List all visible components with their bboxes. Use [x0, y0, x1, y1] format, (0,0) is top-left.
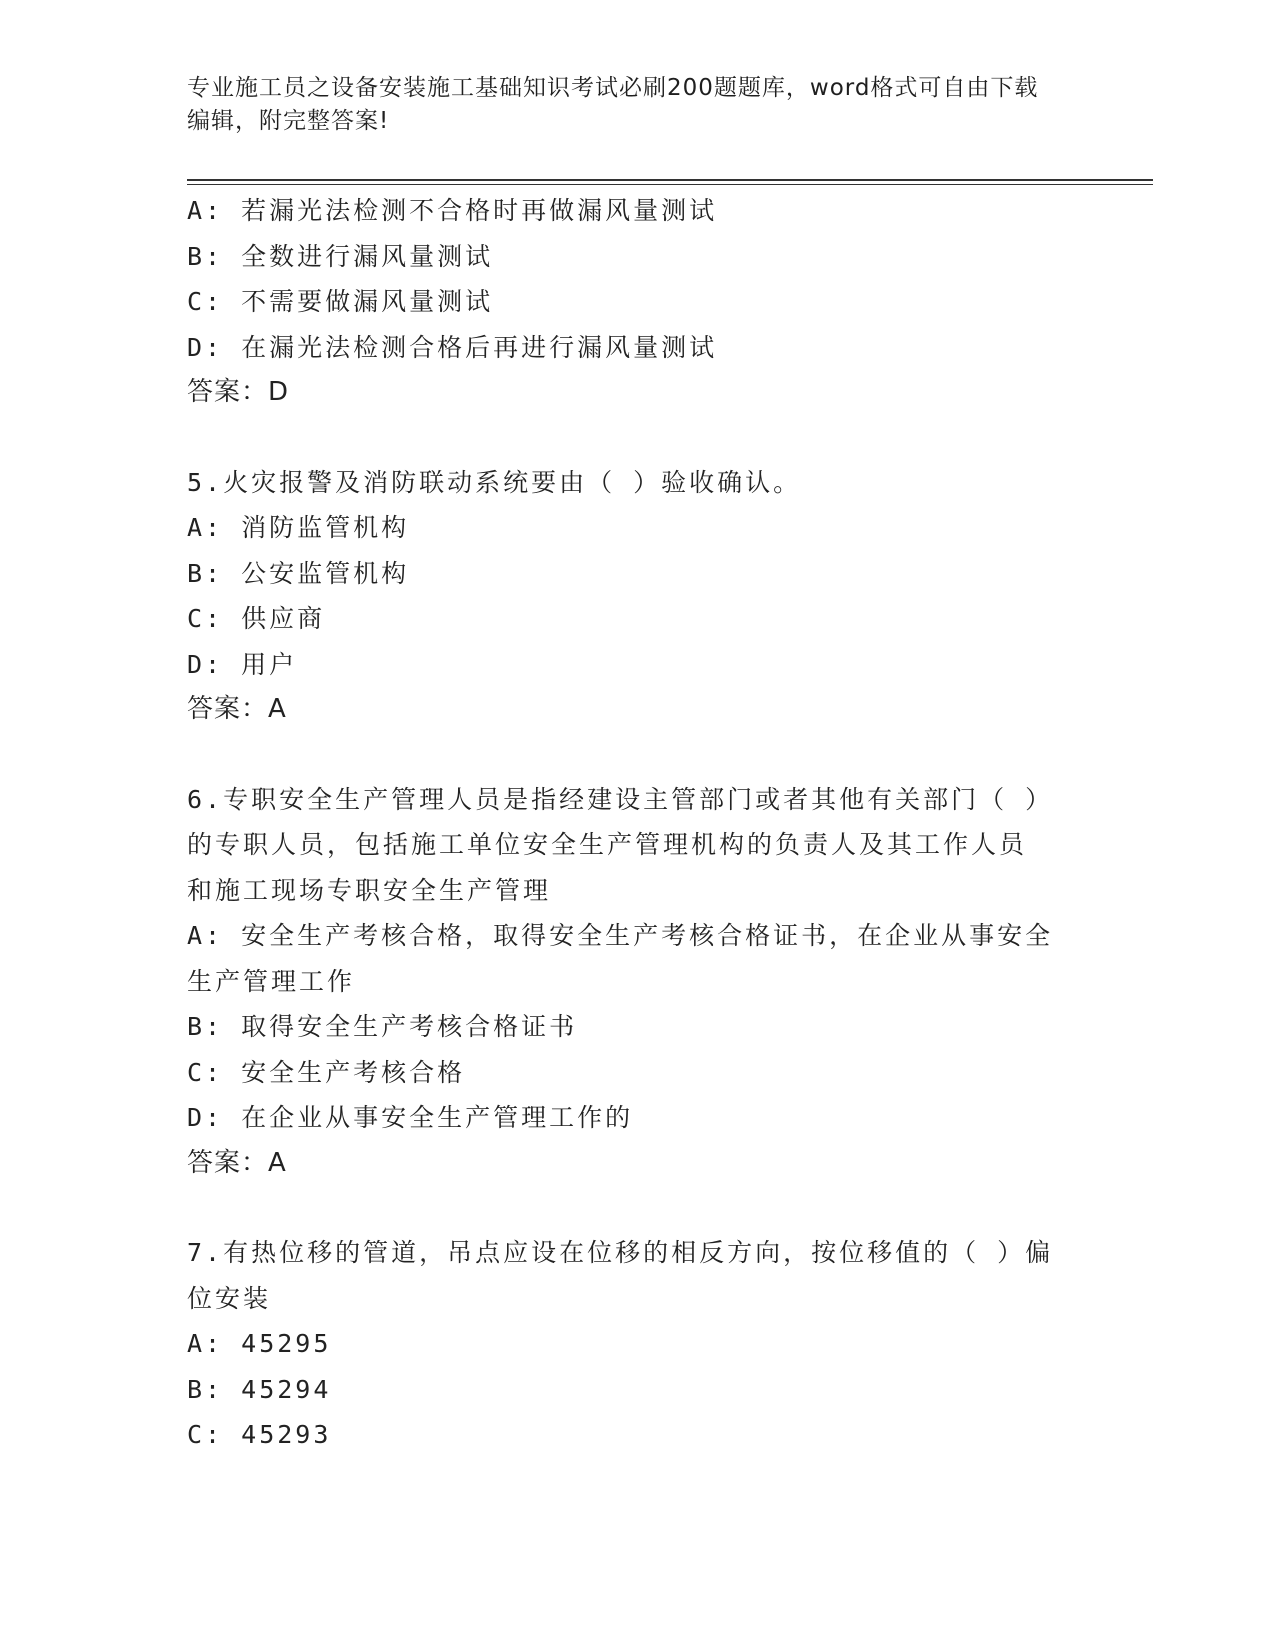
q6-answer: 答案：A — [187, 1147, 287, 1178]
document-header — [187, 72, 1087, 138]
q6-option-a-line-2: 生产管理工作 — [187, 966, 356, 996]
question-list — [187, 188, 1087, 1458]
q4-option-a: A: 若漏光法检测不合格时再做漏风量测试 — [187, 196, 718, 225]
question-7 — [187, 1230, 1087, 1458]
question-4 — [187, 188, 1087, 416]
q6-stem-line-3: 和施工现场专职安全生产管理 — [187, 875, 552, 905]
q5-stem: 5.火灾报警及消防联动系统要由（ ）验收确认。 — [187, 467, 802, 497]
q5-answer: 答案：A — [187, 694, 287, 724]
q5-option-a: A: 消防监管机构 — [187, 513, 410, 542]
q5-option-c: C: 供应商 — [187, 604, 326, 633]
document-title-line-1: 专业施工员之设备安装施工基础知识考试必刷200题题库，word格式可自由下载 — [187, 75, 1039, 101]
q4-option-b: B: 全数进行漏风量测试 — [187, 241, 494, 271]
q6-option-a-line-1: A: 安全生产考核合格，取得安全生产考核合格证书，在企业从事安全 — [187, 921, 1054, 950]
spacer — [187, 416, 1087, 460]
q7-option-a: A: 45295 — [187, 1329, 332, 1358]
q5-option-d: D: 用户 — [187, 649, 298, 679]
q4-answer: 答案：D — [187, 377, 290, 407]
header-divider-thick — [187, 179, 1153, 181]
q6-option-b: B: 取得安全生产考核合格证书 — [187, 1012, 578, 1041]
header-divider-thin — [187, 184, 1153, 185]
q7-stem-line-1: 7.有热位移的管道，吊点应设在位移的相反方向，按位移值的（ ）偏 — [187, 1238, 1054, 1267]
spacer — [187, 733, 1087, 777]
q6-option-c: C: 安全生产考核合格 — [187, 1057, 466, 1087]
question-5 — [187, 460, 1087, 733]
question-6 — [187, 777, 1087, 1187]
q6-stem-line-1: 6.专职安全生产管理人员是指经建设主管部门或者其他有关部门（ ） — [187, 784, 1054, 814]
q7-stem-line-2: 位安装 — [187, 1283, 272, 1313]
q4-option-c: C: 不需要做漏风量测试 — [187, 287, 494, 316]
q4-option-d: D: 在漏光法检测合格后再进行漏风量测试 — [187, 332, 718, 362]
q7-option-c: C: 45293 — [187, 1420, 332, 1449]
q7-option-b: B: 45294 — [187, 1374, 332, 1404]
q6-stem-line-2: 的专职人员，包括施工单位安全生产管理机构的负责人及其工作人员 — [187, 830, 1028, 859]
q6-option-d: D: 在企业从事安全生产管理工作的 — [187, 1103, 634, 1132]
q5-option-b: B: 公安监管机构 — [187, 558, 410, 588]
spacer — [187, 1186, 1087, 1230]
document-title-line-2: 编辑，附完整答案! — [187, 108, 390, 134]
